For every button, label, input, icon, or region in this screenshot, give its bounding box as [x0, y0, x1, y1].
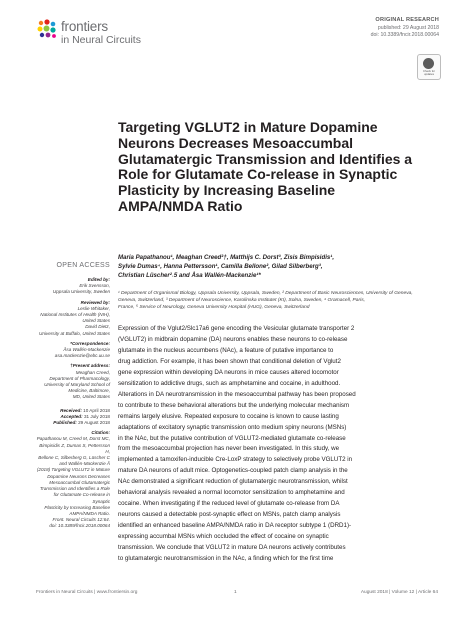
citation-line: Papathanou M, Creed M, Dorst MC,: [36, 436, 110, 442]
reviewed-by-heading: Reviewed by:: [80, 299, 110, 305]
abstract-line: to glutamatergic neurotransmission in the NAc, a finding which for the first time: [118, 555, 334, 563]
editor-line: Uppsala University, Sweden: [52, 289, 110, 295]
article-meta: [279, 17, 439, 40]
citation-line: Plasticity by Increasing Baseline: [44, 504, 110, 510]
abstract-line: identified an enhanced baseline AMPA/NMDA ratio in DA receptor subtype 1 (DRD1)-: [118, 522, 352, 530]
abstract-line: behavioral analysis revealed a normal locomotor sensitization to amphetamine and: [118, 489, 345, 497]
brand-name: frontiers: [61, 19, 108, 34]
citation-line: AMPA/NMDA Ratio.: [69, 510, 110, 516]
article-sidebar: [36, 262, 110, 530]
present-address-line: MD, United States: [72, 394, 110, 400]
footer-issue-info: August 2018 | Volume 12 | Article 64: [360, 590, 438, 595]
abstract-line: sensitization to addictive drugs, such as amphetamine and cocaine, in adulthood.: [118, 379, 341, 387]
open-access-label: OPEN ACCESS: [56, 262, 110, 269]
author-line: Sylvie Dumas⁴, Hanna Pettersson¹, Camilla Bellone², Gilad Silberberg³,: [118, 263, 323, 270]
author-line: Maria Papathanou¹, Meaghan Creed²†, Matthijs C. Dorst³, Zisis Bimpisidis¹,: [118, 254, 335, 261]
citation-line: (2018) Targeting VGLUT2 in Mature: [36, 467, 110, 473]
reviewer-line: University at Buffalo, United States: [39, 330, 110, 336]
correspondence-email[interactable]: asa.mackenzie@ebc.uu.se: [54, 353, 110, 359]
affiliation-line: ¹ Department of Organismal Biology, Uppsala University, Uppsala, Sweden, ² Department of Basic Neurosciences, University of Geneva, Geneva, Switzerland, ³ Department of Neuroscience, Karolinska Institutet (KI), Solna, Sweden, ⁴ Oramacell, Paris,: [118, 291, 413, 304]
abstract-line: transmission. We conclude that VGLUT2 in mature DA neurons actively contributes: [118, 544, 346, 552]
received-label: Received:: [60, 407, 82, 413]
abstract-line: to contribute to these behavioral alterations but the underlying molecular mechanism: [118, 401, 350, 409]
abstract-line: from the mesoaccumbal projection has never been investigated. In this study, we: [118, 445, 340, 453]
reviewer-line: David Dietz,: [85, 324, 110, 330]
citation-heading: Citation:: [91, 430, 110, 436]
abstract-line: mature DA neurons of adult mice. Optogenetics-coupled patch clamp analysis in the: [118, 467, 348, 475]
journal-logo: [36, 19, 156, 59]
edited-by-heading: Edited by:: [87, 277, 110, 282]
citation-line: Dopamine Neurons Decreases: [47, 473, 110, 479]
citation-line: Front. Neural Circuits 12:64.: [52, 517, 110, 523]
abstract: [118, 324, 438, 565]
journal-name: in Neural Circuits: [61, 34, 141, 46]
published-label: Published:: [53, 420, 77, 426]
abstract-line: (VGLUT2) in midbrain dopamine (DA) neurons enables these neurons to co-release: [118, 335, 348, 343]
citation-line: Mesoaccumbal Glutamatergic: [49, 479, 110, 485]
page-number: 1: [234, 590, 237, 595]
check-for-updates-badge[interactable]: [417, 54, 441, 80]
citation-line: Bellone C, Silberberg G, Lüscher C: [38, 455, 110, 461]
footer-journal-link[interactable]: Frontiers in Neural Circuits | www.frontiersin.org: [36, 590, 138, 595]
abstract-line: expressing accumbal MSNs which occluded the effect of cocaine on synaptic: [118, 533, 329, 541]
frontiers-logo-icon: [36, 19, 58, 41]
abstract-line: neurons caused a detectable post-synaptic effect on MSNs, patch clamp analysis: [118, 511, 341, 519]
author-line: Christian Lüscher²˒5 and Åsa Wallén-Mackenzie¹*: [118, 272, 261, 279]
doi-link[interactable]: doi: 10.3389/fncir.2018.00064: [370, 32, 439, 38]
citation-line: Transmission and Identifies a Role: [39, 486, 110, 492]
reviewer-line: United States: [82, 318, 110, 324]
abstract-line: remains largely elusive. Repeated exposure to cocaine is known to cause lasting: [118, 412, 339, 420]
abstract-line: in the NAc, but the putative contribution of VGLUT2-mediated glutamate co-release: [118, 434, 346, 442]
correspondence-heading: *Correspondence:: [70, 340, 110, 346]
accepted-label: Accepted:: [60, 413, 83, 419]
abstract-line: NAc demonstrated a significant reduction of glutamatergic neurotransmission, whilst: [118, 478, 348, 486]
abstract-line: implemented a tamoxifen-inducible Cre-LoxP strategy to selectively probe VGLUT2 in: [118, 456, 353, 464]
citation-line: Bimpisidis Z, Dumas S, Pettersson H,: [39, 442, 110, 454]
article-type: ORIGINAL RESEARCH: [375, 17, 439, 23]
published-date: published: 29 August 2018: [377, 24, 439, 31]
author-list: [118, 253, 418, 280]
article-title: Targeting VGLUT2 in Mature Dopamine Neurons Decreases Mesoaccumbal Glutamatergic Transmission and Identifies a Role for Glutamate Co-release in Synaptic Plasticity by Increasing Baseline AMPA/NMDA Ratio: [118, 119, 413, 214]
accepted-date: 31 July 2018: [83, 413, 110, 419]
abstract-line: Expression of the Vglut2/Slc17a6 gene encoding the Vesicular glutamate transporter 2: [118, 325, 355, 332]
present-address-line: University of Maryland School of: [44, 382, 110, 388]
citation-line: and Wallén-Mackenzie Å: [59, 461, 110, 467]
abstract-line: gene expression within developing DA neurons in mice causes altered locomotor: [118, 368, 339, 376]
citation-line: for Glutamate Co-release in Synaptic: [53, 492, 110, 504]
correspondence-name: Åsa Wallén-Mackenzie: [63, 347, 110, 353]
reviewer-line: National Institutes of Health (NIH),: [40, 312, 110, 318]
affiliations: [118, 290, 421, 312]
present-address-line: Meaghan Creed,: [75, 369, 110, 375]
editor-line: Erik Svensson,: [79, 283, 110, 289]
present-address-line: Medicine, Baltimore,: [68, 388, 110, 394]
abstract-line: cocaine. When investigating if the reduced level of glutamate co-release from DA: [118, 500, 340, 508]
page-footer: [36, 590, 438, 598]
received-date: 10 April 2018: [83, 407, 110, 413]
abstract-line: Alterations in DA neurotransmission in the mesoaccumbal pathway has been proposed: [118, 390, 356, 398]
abstract-line: drug addiction. For example, it has been shown that conditional deletion of Vglut2: [118, 357, 341, 365]
abstract-line: adaptations of excitatory synaptic transmission onto medium spiny neurons (MSNs): [118, 423, 347, 431]
present-address-heading: †Present address:: [70, 363, 110, 369]
affiliation-line: France, ⁵ Service of Neurology, Geneva University Hospital (HUG), Geneva, Switzerland: [118, 305, 310, 311]
abstract-line: glutamate in the nucleus accumbens (NAc), a feature of putative importance to: [118, 346, 334, 354]
present-address-line: Department of Pharmacology,: [49, 375, 110, 381]
check-for-updates-label: Check for updates: [423, 69, 435, 77]
reviewer-line: Leslie Whitaker,: [77, 305, 110, 311]
citation-doi[interactable]: doi: 10.3389/fncir.2018.00064: [49, 523, 110, 529]
published-sidebar-date: 29 August 2018: [78, 420, 110, 426]
update-icon: [423, 58, 434, 69]
